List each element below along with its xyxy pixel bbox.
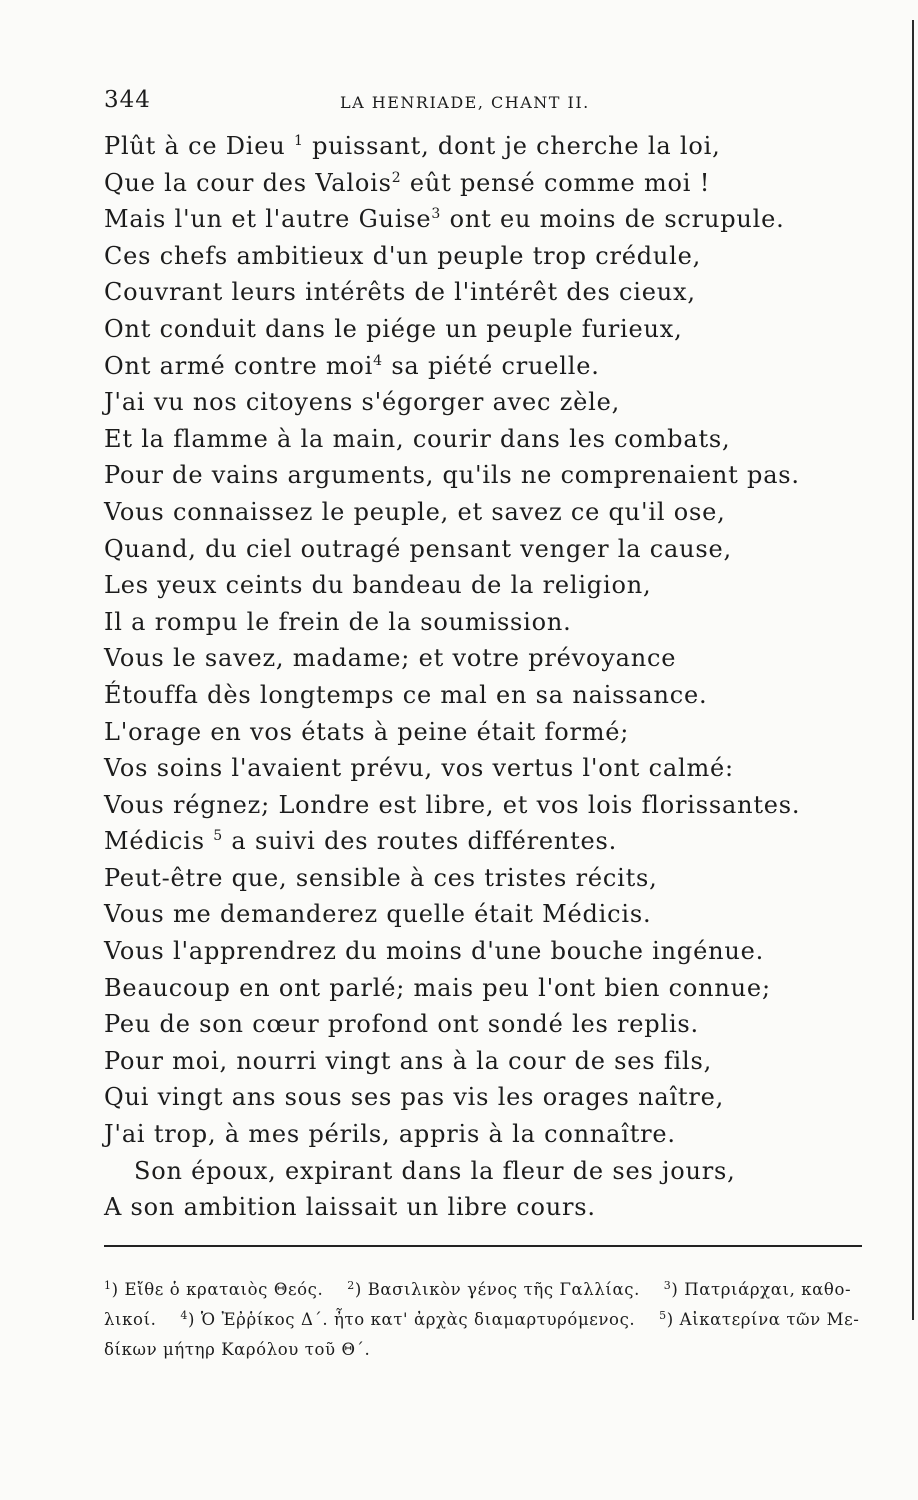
footnote-number: 1 [104, 1279, 112, 1292]
verse-line: Plût à ce Dieu $^1$ puissant, dont je cherche la loi, [104, 132, 721, 160]
verse-line: Vous me demanderez quelle était Médicis. [104, 900, 652, 929]
verse-line: Son époux, expirant dans la fleur de ses jours, [134, 1156, 736, 1185]
page-number: 344 [104, 87, 151, 113]
verse-line: Que la cour des Valois$^2$ eût pensé comme moi ! [104, 168, 711, 197]
verse-line: Les yeux ceints du bandeau de la religion, [104, 571, 652, 600]
footnote-line: λικοί. $^4$) Ὁ Ἐῤῥίκος Δ΄. ἦτο κατ' ἀρχὰς διαμαρτυρόμενος. $^5$) Αἰκατερίνα τῶν Με- [104, 1309, 860, 1329]
footnote-separator-rule [104, 1245, 862, 1247]
verse-line: Vous le savez, madame; et votre prévoyance [104, 644, 677, 673]
verse-line: Beaucoup en ont parlé; mais peu l'ont bien connue; [104, 973, 771, 1002]
verse-line: Vous connaissez le peuple, et savez ce qu'il ose, [104, 497, 726, 526]
page-edge-line [912, 20, 914, 1320]
verse-line: Ont conduit dans le piége un peuple furieux, [104, 314, 683, 343]
footnote-text: Αἰκατερίνα τῶν Με- [679, 1310, 860, 1329]
footnote-text: δίκων μήτηρ Καρόλου τοῦ Θ΄. [104, 1340, 371, 1359]
verse-line: J'ai trop, à mes périls, appris à la connaître. [104, 1120, 676, 1149]
footnote-text: Εἴθε ὁ κραταιὸς Θεός. [124, 1280, 324, 1299]
footnote-number: 2 [347, 1279, 355, 1292]
footnote-number: 5 [659, 1309, 667, 1322]
verse-line: Qui vingt ans sous ses pas vis les orages naître, [104, 1083, 725, 1112]
footnote-marker: 1 [293, 133, 304, 149]
footnote-number: 3 [663, 1279, 672, 1292]
verse-line: A son ambition laissait un libre cours. [104, 1193, 596, 1222]
verse-line: Pour de vains arguments, qu'ils ne comprenaient pas. [104, 461, 800, 490]
footnote-line [104, 1335, 864, 1365]
running-head: LA HENRIADE, CHANT II. [340, 93, 590, 112]
verse-line: L'orage en vos états à peine était formé; [104, 717, 630, 746]
verse-line: Ces chefs ambitieux d'un peuple trop crédule, [104, 241, 702, 270]
footnote-marker: 2 [391, 169, 402, 186]
footnote-marker: 5 [213, 828, 223, 845]
footnote-text: Πατριάρχαι, καθο- [684, 1280, 852, 1299]
footnotes [104, 1275, 864, 1365]
verse-line: Couvrant leurs intérêts de l'intérêt des cieux, [104, 278, 696, 307]
verse-line: Peut-être que, sensible à ces tristes récits, [104, 863, 658, 892]
verse-line: Il a rompu le frein de la soumission. [104, 607, 572, 636]
verse-line: Vos soins l'avaient prévu, vos vertus l'ont calmé: [104, 754, 734, 783]
verse-line: Ont armé contre moi$^4$ sa piété cruelle. [104, 351, 600, 380]
footnote-marker: 3 [431, 206, 442, 223]
verse-line: Médicis $^5$ a suivi des routes différentes. [104, 827, 618, 856]
footnote-marker: 4 [373, 352, 383, 369]
verse-line: Étouffa dès longtemps ce mal en sa naissance. [104, 680, 708, 709]
footnote-number: 4 [180, 1309, 188, 1322]
verse-line: Mais l'un et l'autre Guise$^3$ ont eu moins de scrupule. [104, 205, 785, 234]
footnote-line: $^1$) Εἴθε ὁ κραταιὸς Θεός. $^2$) Βασιλικὸν γένος τῆς Γαλλίας. $^3$) Πατριάρχαι, καθο- [104, 1279, 852, 1299]
verse-line: J'ai vu nos citoyens s'égorger avec zèle, [104, 388, 621, 417]
footnote-text: λικοί. [104, 1310, 157, 1329]
verse-line: Vous l'apprendrez du moins d'une bouche ingénue. [104, 937, 765, 966]
verse-line: Peu de son cœur profond ont sondé les replis. [104, 1010, 699, 1039]
verse-line: Pour moi, nourri vingt ans à la cour de ses fils, [104, 1046, 713, 1075]
footnote-text: Βασιλικὸν γένος τῆς Γαλλίας. [367, 1280, 640, 1299]
verse-line: Et la flamme à la main, courir dans les combats, [104, 424, 731, 453]
footnote-text: Ὁ Ἐῤῥίκος Δ΄. ἦτο κατ' ἀρχὰς διαμαρτυρόμενος. [200, 1310, 636, 1329]
poem-verses [104, 128, 864, 1226]
verse-line: Quand, du ciel outragé pensant venger la cause, [104, 534, 732, 563]
verse-line: Vous régnez; Londre est libre, et vos lois florissantes. [104, 790, 801, 819]
